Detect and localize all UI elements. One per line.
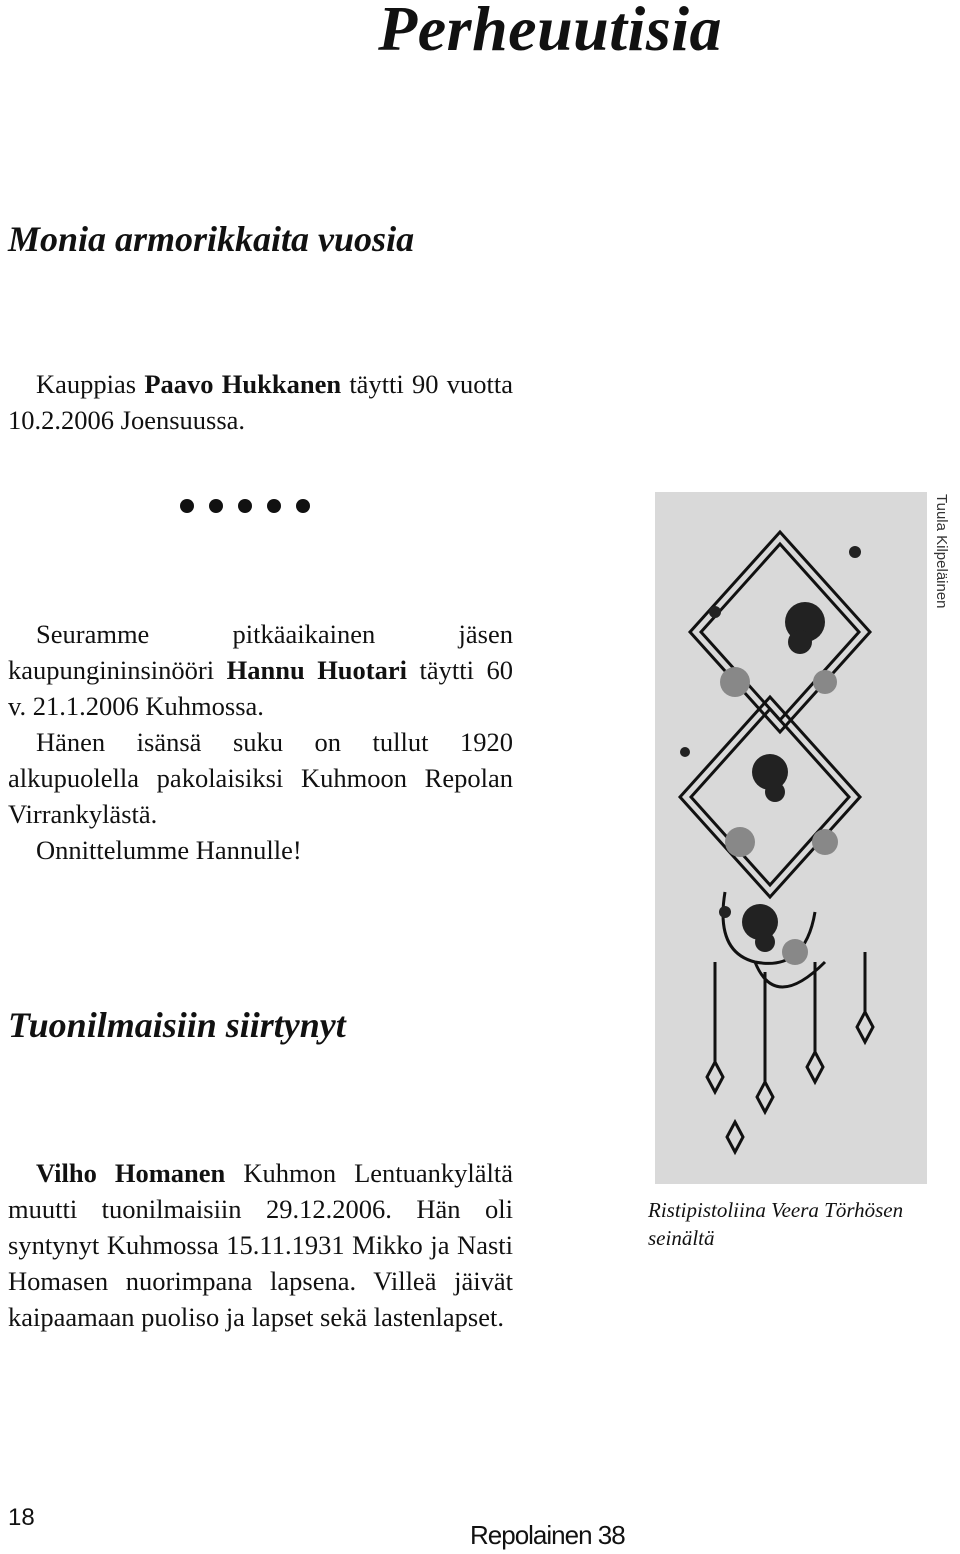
item-text: Seuramme pitkäaikainen jäsen kaupungininsinööri	[8, 619, 513, 685]
photo-credit: Tuula Kilpeläinen	[933, 494, 950, 609]
embroidery-illustration	[655, 492, 927, 1184]
person-name: Hannu Huotari	[226, 655, 407, 685]
person-name: Vilho Homanen	[36, 1158, 226, 1188]
obituary-homanen	[8, 1155, 513, 1335]
embroidery-photo	[655, 492, 927, 1184]
separator-dots	[180, 496, 310, 516]
anniversary-item-huotari	[8, 616, 513, 868]
page-title: Perheuutisia	[378, 0, 722, 64]
page-number: 18	[8, 1504, 35, 1531]
item-text: täytti 90 vuotta 10.2.2006 Joensuussa.	[8, 369, 513, 435]
item-paragraph: Hänen isänsä suku on tullut 1920 alkupuolella pakolaisiksi Kuhmoon Repolan Virrankylästä.	[8, 727, 513, 829]
section-heading-obituaries: Tuonilmaisiin siirtynyt	[8, 1005, 346, 1045]
person-name: Paavo Hukkanen	[144, 369, 342, 399]
item-text: Kauppias	[36, 369, 145, 399]
anniversary-item-hukkanen	[8, 366, 513, 438]
publication-name: Repolainen 38	[470, 1520, 625, 1550]
item-text: täytti 60 v. 21.1.2006 Kuhmossa.	[8, 655, 513, 721]
item-paragraph: Onnittelumme Hannulle!	[36, 835, 302, 865]
obituary-text: Kuhmon Lentuankylältä muutti tuonilmaisiin 29.12.2006. Hän oli syntynyt Kuhmossa 15.11.1931 Mikko ja Nasti Homasen nuorimpana lapsena. Villeä jäivät kaipaamaan puoliso ja lapset sekä lastenlapset.	[8, 1158, 514, 1332]
section-heading-anniversaries: Monia armorikkaita vuosia	[8, 219, 415, 259]
photo-caption: Ristipistoliina Veera Törhösen seinältä	[648, 1198, 904, 1250]
